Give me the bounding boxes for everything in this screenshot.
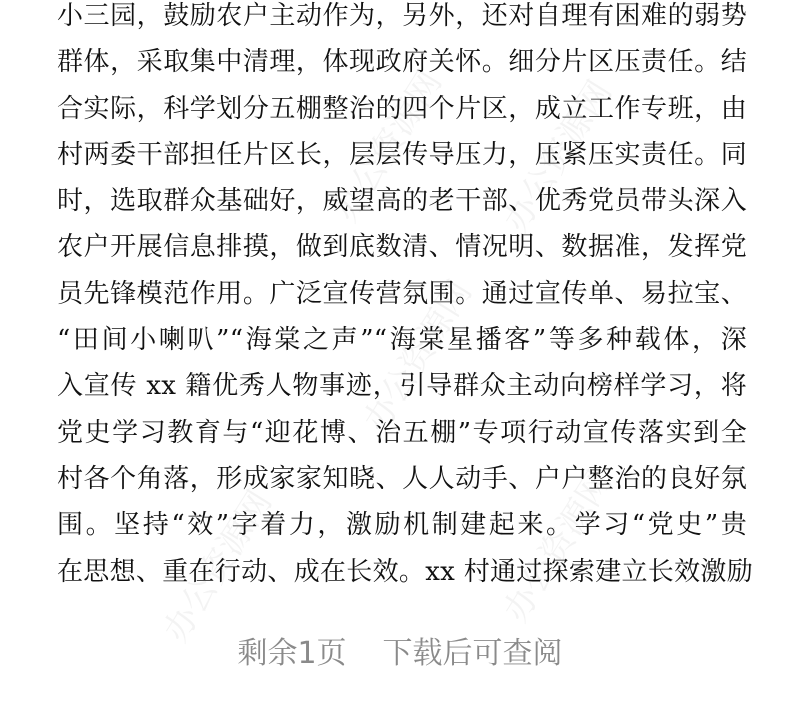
text-line: 时，选取群众基础好，威望高的老干部、优秀党员带头深入 (57, 186, 747, 217)
text-line: 合实际，科学划分五棚整治的四个片区，成立工作专班，由 (57, 93, 747, 124)
text-line: 农户开展信息排摸，做到底数清、情况明、数据准，发挥党 (57, 232, 747, 263)
watermark: 办公资源网 (355, 273, 480, 440)
watermark: 办公资源网 (155, 483, 280, 650)
download-to-view-label[interactable]: 下载后可查阅 (382, 636, 563, 671)
text-line: 村两委干部担任片区长，层层传导压力，压紧压实责任。同 (57, 139, 747, 170)
text-line: 群体，采取集中清理，体现政府关怀。细分片区压责任。结 (57, 47, 747, 78)
read-more-prompt[interactable] (0, 620, 800, 680)
text-line: 小三园，鼓励农户主动作为，另外，还对自理有困难的弱势 (57, 1, 747, 31)
text-line: 村各个角落，形成家家知晓、人人动手、户户整治的良好氛 (57, 463, 747, 494)
document-body (57, 0, 753, 595)
text-line: 员先锋模范作用。广泛宣传营氛围。通过宣传单、易拉宝、 (57, 278, 747, 309)
watermark: 办公资源网 (325, 63, 450, 230)
watermark: 办公资源网 (495, 73, 620, 240)
text-line: 党史学习教育与“迎花博、治五棚”专项行动宣传落实到全 (57, 417, 747, 448)
text-line: “田间小喇叭”“海棠之声”“海棠星播客”等多种载体，深 (57, 325, 747, 356)
watermark: 办公资源网 (495, 463, 620, 630)
text-line: 入宣传 xx 籍优秀人物事迹，引导群众主动向榜样学习，将 (57, 371, 747, 402)
remaining-pages-label[interactable]: 剩余1页 (237, 636, 347, 671)
text-line: 在思想、重在行动、成在长效。xx 村通过探索建立长效激励 (57, 556, 753, 587)
text-line: 围。坚持“效”字着力，激励机制建起来。学习“党史”贵 (57, 510, 747, 541)
